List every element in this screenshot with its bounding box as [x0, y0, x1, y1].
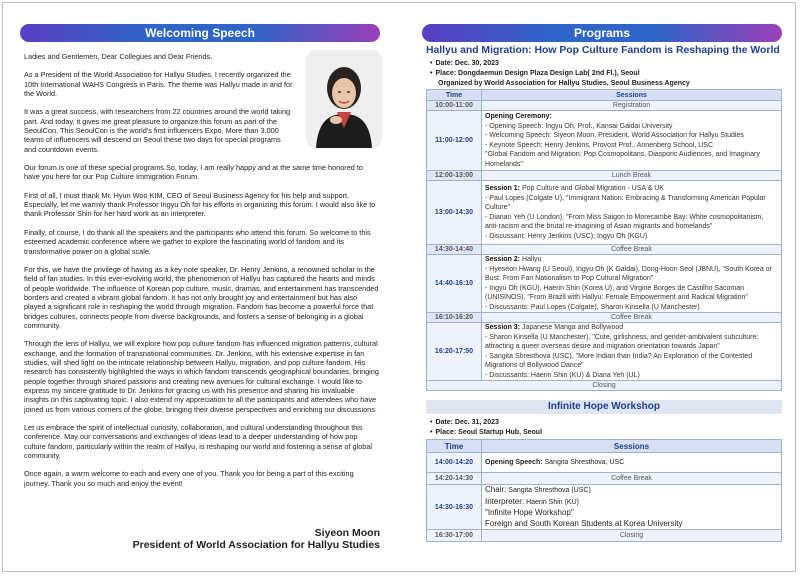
time-cell: 13:00-14:30: [427, 181, 482, 245]
workshop-schedule-table: [426, 439, 782, 542]
time-cell: 16:20-17:50: [427, 323, 482, 381]
time-cell: 14:00-14:20: [427, 453, 482, 473]
speech-paragraph: Finally, of course, I do thank all the speakers and the participants who attend this forum. So welcome to this esteemed academic conference where we gather to explore the fascinating world of fandom and its transformative power on a global scale.: [24, 227, 371, 256]
table-row: [427, 255, 782, 313]
time-cell: 14:20-14:30: [427, 473, 482, 485]
table-row: [427, 181, 782, 245]
program-title: Hallyu and Migration: How Pop Culture Fandom is Reshaping the World: [426, 45, 780, 56]
bullet-icon: •: [430, 60, 433, 67]
welcoming-speech-banner: Welcoming Speech: [20, 24, 380, 42]
bullet-icon: •: [430, 429, 433, 436]
column-header-sessions: Sessions: [482, 440, 782, 453]
table-row: [427, 473, 782, 485]
workshop-place: • Place: Seoul Startup Hub, Seoul: [430, 429, 543, 436]
speech-paragraph: It was a great success, with researchers from 22 countries around the world taking part. And today, it gives me great pleasure to organize this forum as part of the SeoulCon. This SeoulCon is the world's first influencers Expo. More than 3,000 teams of influencers will descend on Seoul these two days for special programs and countdown events.: [24, 107, 291, 154]
time-cell: 16:10-16:20: [427, 313, 482, 323]
table-row: [427, 101, 782, 111]
program-schedule-table: [426, 89, 782, 391]
table-header-row: [427, 440, 782, 453]
session-cell: Registration: [482, 101, 782, 111]
workshop-title: Infinite Hope Workshop: [426, 400, 782, 414]
time-cell: 16:30-17:00: [427, 530, 482, 542]
signature-title: President of World Association for Hallyu Studies: [132, 539, 380, 551]
speech-paragraph: As a President of the World Association for Hallyu Studies, I recently organized the 10th International WAHS Congress in Paris. The theme was Hallyu made in and for the World.: [24, 70, 293, 99]
programs-banner: Programs: [422, 24, 782, 42]
session-cell: Opening Ceremony: - Opening Speech: Ingyu Oh, Prof., Kansai Gaidai University - Welcoming Speech: Siyeon Moon, President, World Association for Hallyu Studies - Keynote Speech: Henry Jenkins, Provost Prof., Annenberg School, USC "Global Fandom and Migration: Pop Cosmopolitans, Diasporic Audiences, and Imaginary Homelands": [482, 111, 782, 171]
welcoming-speech-body: [24, 52, 380, 497]
session-cell: Closing: [427, 381, 782, 391]
program-place: • Place: Dongdaemun Design Plaza Design Lab( 2nd Fl.), Seoul: [430, 70, 640, 77]
session-cell: Session 2: Hallyu - Hyeseon Hwang (U Seoul), Ingyu Oh (K Gaidai), Dong-Hoon Seol (JBNU), "South Korea or Bust: From Fan Nationalism to Pop Cultural Migration" - Ingyu Oh (KGU), Haerin Shin (Korea U), and Virgine Borges de Castilho Sacoman (UNISINOS), "From Brazil with Hallyu: Female Empowerment and Radical Migration" - Discussants: Paul Lopes (Colgate), Sharon Kinsella (U Manchester): [482, 255, 782, 313]
table-header-row: [427, 90, 782, 101]
table-row: [427, 245, 782, 255]
table-row: [427, 381, 782, 391]
signature-name: Siyeon Moon: [314, 527, 380, 539]
table-row: [427, 111, 782, 171]
time-cell: 10:00-11:00: [427, 101, 482, 111]
time-cell: 14:30-14:40: [427, 245, 482, 255]
time-cell: 14:30-16:30: [427, 485, 482, 530]
speech-paragraph: First of all, I must thank Mr. Hyun Woo KIM, CEO of Seoul Business Agency for his help and support. Especially, let me warmly thank Professor Ingyu Oh for his efforts in organizing this forum. I would also like to thank Professor Shin for her hard work as an interpreter.: [24, 190, 376, 219]
speech-paragraph: Through the lens of Hallyu, we will explore how pop culture fandom has influenced migration patterns, cultural exchange, and the formation of transnational communities. Dr. Jenkins, with his extensive expertise in fan studies, will shed light on the intricate relationship between Hallyu, migration, and pop culture fandom. His research has consistently highlighted the ways in which fandom transcends geographical boundaries, bringing people together through shared passions and creating new avenues for cultural exchange. I would like to express my sincere gratitude to Dr. Jenkins for gracing us with his presence and sharing his invaluable insights on this captivating topic. I also extend my appreciation to all the participants and attendees who have joined us from various corners of the globe, bringing their diverse perspectives and enriching our discussions.: [24, 339, 379, 414]
speech-paragraph: For this, we have the privilege of having as a key note speaker, Dr. Henry Jenkins, a renowned scholar in the field of fan studies. In this ever-evolving world, the phenomenon of Hallyu has captured the hearts and minds of people worldwide. The influence of Korean pop culture, music, dramas, and entertainment has transcended borders and created a vibrant global fandom. It has not only brought joy and entertainment but has also played a significant role in reshaping the world through migration. Fandom has become a powerful force that bridges cultures, connects people from diverse backgrounds, and fosters a sense of belonging in a global community.: [24, 264, 379, 330]
speech-paragraph: Our forum is one of these special programs.So, today, I am really happy and at the same time honored to have you here for our Pop Culture Immigration Forum.: [24, 163, 363, 182]
time-cell: 12:00-13:00: [427, 171, 482, 181]
program-organizer: Organized by World Association for Hallyu Studies, Seoul Business Agency: [438, 80, 690, 87]
program-date: • Date: Dec. 30, 2023: [430, 60, 499, 67]
table-row: [427, 171, 782, 181]
time-cell: 11:00-12:00: [427, 111, 482, 171]
session-cell: Coffee Break: [482, 245, 782, 255]
session-cell: Session 3: Japanese Manga and Bollywood - Sharon Kinsella (U Manchester), "Cute, girlishness, and gender-ambivalent subculture: attracting a queer overseas desire and migration orientation towards Japan" - Sangita Shresthova (USC), "More Indian than India? An Exploration of the Contested Migrations of Bollywood Dance" - Discussants: Haerin Shin (KU) & Diana Yeh (UL): [482, 323, 782, 381]
table-row: [427, 485, 782, 530]
time-cell: 14:40-16:10: [427, 255, 482, 313]
table-row: [427, 313, 782, 323]
session-cell: Coffee Break: [482, 313, 782, 323]
table-row: [427, 323, 782, 381]
column-header-time: Time: [427, 440, 482, 453]
session-cell: Chair: Sangita Shresthova (USC) Interpreter: Haerin Shin (KU) "Infinite Hope Workshop" Foreign and South Korean Students at Korea University: [482, 485, 782, 530]
workshop-date: • Date: Dec. 31, 2023: [430, 419, 499, 426]
table-row: [427, 530, 782, 542]
bullet-icon: •: [430, 419, 433, 426]
column-header-sessions: Sessions: [482, 90, 782, 101]
session-cell: Closing: [482, 530, 782, 542]
speech-paragraph: Once again, a warm welcome to each and every one of you. Thank you for being a part of this exciting journey. Thank you so much and enjoy the event!: [24, 469, 354, 488]
session-cell: Opening Speech: Sangita Shresthova, USC: [482, 453, 782, 473]
greeting: Ladies and Gentlemen, Dear Collegues and Dear Friends,: [24, 52, 213, 61]
session-cell: Lunch Break: [482, 171, 782, 181]
table-row: [427, 453, 782, 473]
session-cell: Session 1: Pop Culture and Global Migration - USA & UK - Paul Lopes (Colgate U), "Immigrant Nation: Embracing & Transforming American Popular Culture" - Dianan Yeh (U London), "From Miss Saigon to Morecambe Bay: White cosmopolitanism, anti-racism and the brutal re-imagining of Asian migrants and homelands" - Discussant: Henry Jenkins (USC); Ingyu Oh (KGU): [482, 181, 782, 245]
speech-paragraph: Let us embrace the spirit of intellectual curiosity, collaboration, and cultural understanding throughout this conference. May our conversations and exchanges of ideas lead to a deeper understanding of how pop culture fandom, particularly within the realm of Hallyu, is reshaping our world and fostering a sense of global community.: [24, 423, 372, 461]
column-header-time: Time: [427, 90, 482, 101]
bullet-icon: •: [430, 70, 433, 77]
session-cell: Coffee Break: [482, 473, 782, 485]
